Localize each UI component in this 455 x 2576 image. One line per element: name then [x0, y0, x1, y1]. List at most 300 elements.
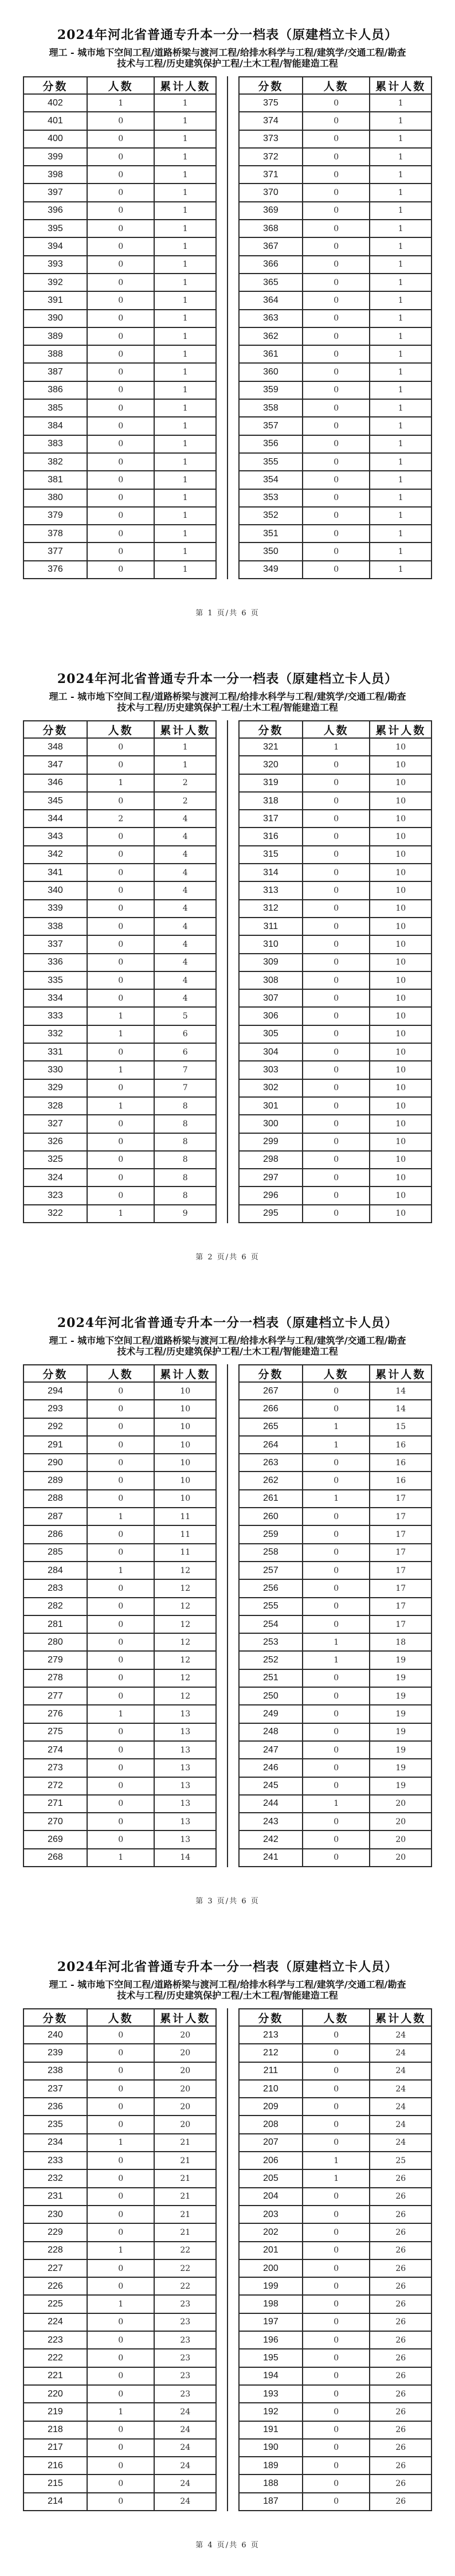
count-cell: 0 [87, 1400, 155, 1418]
cumulative-cell: 21 [154, 2134, 216, 2152]
cumulative-cell: 1 [370, 471, 432, 489]
cumulative-cell: 10 [154, 1454, 216, 1472]
cumulative-cell: 21 [154, 2169, 216, 2187]
cumulative-cell: 26 [370, 2223, 432, 2241]
score-cell: 226 [23, 2277, 87, 2295]
cumulative-cell: 24 [370, 2026, 432, 2044]
table-row [239, 471, 432, 489]
count-cell: 0 [303, 542, 370, 560]
score-cell: 212 [239, 2044, 303, 2062]
count-cell: 0 [87, 112, 155, 130]
cumulative-cell: 24 [370, 2080, 432, 2098]
count-cell: 0 [303, 1830, 370, 1848]
cumulative-cell: 1 [154, 381, 216, 399]
score-cell: 320 [239, 756, 303, 774]
cumulative-cell: 10 [154, 1400, 216, 1418]
table-row [23, 2188, 216, 2206]
count-cell: 0 [303, 881, 370, 899]
count-cell: 0 [303, 1759, 370, 1777]
cumulative-cell: 11 [154, 1544, 216, 1562]
score-table-left [23, 2008, 217, 2511]
column-header-cumulative: 累计人数 [370, 1365, 432, 1382]
table-row [23, 2457, 216, 2474]
cumulative-cell: 1 [370, 148, 432, 166]
score-cell: 303 [239, 1061, 303, 1079]
cumulative-cell: 10 [154, 1436, 216, 1454]
cumulative-cell: 17 [370, 1508, 432, 1525]
document-page-2 [0, 644, 455, 1288]
score-cell: 239 [23, 2044, 87, 2062]
cumulative-cell: 18 [370, 1633, 432, 1651]
table-row [239, 1687, 432, 1705]
count-cell: 0 [87, 363, 155, 381]
table-row [23, 738, 216, 756]
count-cell: 0 [87, 1813, 155, 1830]
cumulative-cell: 24 [154, 2457, 216, 2474]
score-cell: 383 [23, 435, 87, 453]
table-row [23, 1741, 216, 1759]
count-cell: 1 [87, 1061, 155, 1079]
score-cell: 214 [23, 2493, 87, 2511]
score-cell: 282 [23, 1598, 87, 1615]
score-cell: 289 [23, 1472, 87, 1489]
cumulative-cell: 1 [154, 756, 216, 774]
cumulative-cell: 4 [154, 954, 216, 971]
score-cell: 245 [239, 1777, 303, 1795]
cumulative-cell: 1 [370, 399, 432, 417]
score-cell: 299 [239, 1133, 303, 1151]
score-cell: 306 [239, 1007, 303, 1025]
cumulative-cell: 1 [370, 220, 432, 237]
table-row [23, 525, 216, 542]
table-row [23, 1205, 216, 1223]
table-row [23, 1525, 216, 1543]
score-cell: 335 [23, 971, 87, 989]
table-row [23, 1400, 216, 1418]
cumulative-cell: 25 [370, 2152, 432, 2169]
score-cell: 242 [239, 1830, 303, 1848]
count-cell: 0 [87, 935, 155, 953]
count-cell: 0 [87, 2080, 155, 2098]
table-row [23, 1687, 216, 1705]
cumulative-cell: 10 [370, 828, 432, 845]
score-cell: 307 [239, 989, 303, 1007]
cumulative-cell: 10 [370, 1061, 432, 1079]
table-row [239, 774, 432, 792]
cumulative-cell: 10 [370, 810, 432, 828]
cumulative-cell: 24 [370, 2116, 432, 2133]
cumulative-cell: 5 [154, 1007, 216, 1025]
count-cell: 0 [87, 2474, 155, 2492]
cumulative-cell: 21 [154, 2223, 216, 2241]
cumulative-cell: 20 [154, 2044, 216, 2062]
table-body [239, 94, 432, 579]
score-cell: 347 [23, 756, 87, 774]
count-cell: 0 [303, 2188, 370, 2206]
count-cell: 0 [87, 1382, 155, 1400]
cumulative-cell: 1 [370, 435, 432, 453]
table-row [23, 1759, 216, 1777]
count-cell: 0 [303, 417, 370, 435]
count-cell: 0 [303, 2385, 370, 2403]
count-cell: 1 [87, 1508, 155, 1525]
score-cell: 342 [23, 846, 87, 864]
table-row [239, 1759, 432, 1777]
cumulative-cell: 26 [370, 2206, 432, 2223]
table-row [23, 1169, 216, 1186]
score-cell: 238 [23, 2062, 87, 2080]
score-cell: 273 [23, 1759, 87, 1777]
page-subtitle [0, 691, 455, 713]
count-cell: 1 [87, 2295, 155, 2313]
table-row [23, 1186, 216, 1204]
cumulative-cell: 26 [370, 2313, 432, 2331]
score-cell: 401 [23, 112, 87, 130]
count-cell: 1 [87, 2134, 155, 2152]
table-row [239, 1579, 432, 1597]
score-cell: 381 [23, 471, 87, 489]
score-cell: 275 [23, 1723, 87, 1741]
cumulative-cell: 1 [154, 453, 216, 471]
score-cell: 308 [239, 971, 303, 989]
score-cell: 196 [239, 2331, 303, 2349]
score-cell: 380 [23, 489, 87, 507]
score-cell: 399 [23, 148, 87, 166]
score-cell: 312 [239, 900, 303, 918]
count-cell: 0 [87, 2188, 155, 2206]
score-cell: 272 [23, 1777, 87, 1795]
table-row [23, 774, 216, 792]
score-table-right [238, 2008, 432, 2511]
table-row [23, 2116, 216, 2133]
table-row [23, 2062, 216, 2080]
count-cell: 0 [87, 166, 155, 184]
cumulative-cell: 24 [370, 2062, 432, 2080]
table-row [239, 542, 432, 560]
score-cell: 285 [23, 1544, 87, 1562]
count-cell: 0 [87, 2313, 155, 2331]
table-row [239, 1097, 432, 1115]
table-row [23, 2080, 216, 2098]
table-row [239, 2169, 432, 2187]
column-header-count: 人数 [87, 2009, 155, 2026]
table-row [239, 2098, 432, 2116]
page-number: 第 4 页/共 6 页 [195, 2541, 260, 2550]
table-row [239, 453, 432, 471]
cumulative-cell: 8 [154, 1151, 216, 1169]
table-row [239, 1544, 432, 1562]
count-cell: 1 [87, 2403, 155, 2421]
cumulative-cell: 1 [370, 130, 432, 148]
score-cell: 300 [239, 1115, 303, 1133]
cumulative-cell: 8 [154, 1133, 216, 1151]
count-cell: 0 [87, 310, 155, 327]
cumulative-cell: 21 [154, 2188, 216, 2206]
table-row [239, 2493, 432, 2511]
count-cell: 0 [303, 2116, 370, 2133]
cumulative-cell: 10 [370, 900, 432, 918]
cumulative-cell: 22 [154, 2259, 216, 2277]
table-row [239, 1813, 432, 1830]
table-row [23, 399, 216, 417]
table-row [23, 363, 216, 381]
count-cell: 0 [87, 2169, 155, 2187]
table-row [239, 2367, 432, 2385]
count-cell: 0 [87, 453, 155, 471]
score-cell: 298 [239, 1151, 303, 1169]
score-cell: 249 [239, 1705, 303, 1723]
cumulative-cell: 12 [154, 1669, 216, 1687]
cumulative-cell: 10 [370, 846, 432, 864]
count-cell: 0 [87, 1079, 155, 1097]
page-title: 2024年河北省普通专升本一分一档表（原建档立卡人员） [57, 1316, 398, 1330]
count-cell: 0 [303, 2098, 370, 2116]
score-cell: 189 [239, 2457, 303, 2474]
score-cell: 194 [239, 2367, 303, 2385]
table-row [239, 148, 432, 166]
cumulative-cell: 7 [154, 1061, 216, 1079]
cumulative-cell: 24 [370, 2044, 432, 2062]
count-cell: 0 [87, 1741, 155, 1759]
subtitle-line-1: 理工 - 城市地下空间工程/道路桥梁与渡河工程/给排水科学与工程/建筑学/交通工程/勘查 [49, 691, 406, 702]
count-cell: 0 [303, 220, 370, 237]
table-row [239, 2421, 432, 2439]
count-cell: 0 [303, 2474, 370, 2492]
cumulative-cell: 10 [370, 918, 432, 935]
count-cell: 0 [303, 507, 370, 525]
cumulative-cell: 1 [154, 417, 216, 435]
table-row [23, 166, 216, 184]
count-cell: 1 [303, 738, 370, 756]
count-cell: 0 [303, 525, 370, 542]
count-cell: 0 [87, 1436, 155, 1454]
score-cell: 204 [239, 2188, 303, 2206]
count-cell: 0 [87, 130, 155, 148]
table-row [23, 989, 216, 1007]
score-cell: 384 [23, 417, 87, 435]
count-cell: 0 [303, 1687, 370, 1705]
score-cell: 263 [239, 1454, 303, 1472]
cumulative-cell: 1 [370, 310, 432, 327]
cumulative-cell: 26 [370, 2349, 432, 2367]
score-cell: 286 [23, 1525, 87, 1543]
cumulative-cell: 1 [154, 435, 216, 453]
score-cell: 332 [23, 1025, 87, 1043]
score-cell: 363 [239, 310, 303, 327]
table-row [23, 2026, 216, 2044]
score-cell: 279 [23, 1651, 87, 1669]
column-header-score: 分数 [239, 721, 303, 738]
cumulative-cell: 1 [154, 489, 216, 507]
score-cell: 208 [239, 2116, 303, 2133]
document-page-1 [0, 0, 455, 644]
score-cell: 223 [23, 2331, 87, 2349]
cumulative-cell: 4 [154, 935, 216, 953]
cumulative-cell: 10 [370, 864, 432, 881]
score-cell: 209 [239, 2098, 303, 2116]
count-cell: 0 [303, 2026, 370, 2044]
score-table-left [23, 76, 217, 579]
table-row [23, 345, 216, 363]
score-cell: 305 [239, 1025, 303, 1043]
page-subtitle [0, 47, 455, 69]
score-cell: 277 [23, 1687, 87, 1705]
cumulative-cell: 10 [370, 1007, 432, 1025]
table-row [23, 2295, 216, 2313]
score-cell: 351 [239, 525, 303, 542]
column-header-cumulative: 累计人数 [370, 721, 432, 738]
count-cell: 0 [87, 2098, 155, 2116]
count-cell: 0 [87, 2152, 155, 2169]
table-row [23, 756, 216, 774]
cumulative-cell: 4 [154, 864, 216, 881]
count-cell: 0 [303, 828, 370, 845]
table-row [23, 1382, 216, 1400]
table-row [23, 2367, 216, 2385]
cumulative-cell: 22 [154, 2277, 216, 2295]
count-cell: 1 [87, 774, 155, 792]
count-cell: 0 [303, 1669, 370, 1687]
cumulative-cell: 26 [370, 2331, 432, 2349]
cumulative-cell: 12 [154, 1562, 216, 1579]
cumulative-cell: 1 [154, 184, 216, 201]
table-row [239, 489, 432, 507]
count-cell: 0 [87, 256, 155, 274]
subtitle-line-2: 技术与工程/历史建筑保护工程/土木工程/智能建造工程 [117, 1990, 338, 2001]
table-row [239, 237, 432, 255]
score-table-right [238, 1364, 432, 1867]
table-row [23, 1669, 216, 1687]
table-row [239, 435, 432, 453]
header-row [23, 2009, 216, 2026]
cumulative-cell: 12 [154, 1633, 216, 1651]
cumulative-cell: 4 [154, 918, 216, 935]
cumulative-cell: 1 [154, 738, 216, 756]
cumulative-cell: 1 [154, 327, 216, 345]
table-row [23, 881, 216, 899]
table-row [23, 202, 216, 220]
table-row [239, 2206, 432, 2223]
count-cell: 0 [87, 1490, 155, 1508]
count-cell: 0 [303, 1849, 370, 1867]
cumulative-cell: 19 [370, 1759, 432, 1777]
count-cell: 0 [303, 1525, 370, 1543]
count-cell: 0 [87, 1669, 155, 1687]
page-number: 第 1 页/共 6 页 [195, 609, 260, 618]
table-row [23, 1472, 216, 1489]
cumulative-cell: 26 [370, 2457, 432, 2474]
cumulative-cell: 22 [154, 2242, 216, 2259]
score-cell: 313 [239, 881, 303, 899]
score-cell: 191 [239, 2421, 303, 2439]
cumulative-cell: 1 [370, 381, 432, 399]
score-cell: 262 [239, 1472, 303, 1489]
column-header-cumulative: 累计人数 [154, 2009, 216, 2026]
cumulative-cell: 10 [370, 935, 432, 953]
count-cell: 0 [303, 291, 370, 309]
count-cell: 0 [87, 1133, 155, 1151]
count-cell: 1 [87, 1205, 155, 1223]
page-title: 2024年河北省普通专升本一分一档表（原建档立卡人员） [57, 672, 398, 686]
score-cell: 234 [23, 2134, 87, 2152]
count-cell: 0 [87, 1830, 155, 1848]
score-cell: 315 [239, 846, 303, 864]
score-cell: 217 [23, 2439, 87, 2457]
count-cell: 1 [87, 1849, 155, 1867]
cumulative-cell: 26 [370, 2367, 432, 2385]
table-row [239, 1830, 432, 1848]
table-row [239, 2385, 432, 2403]
page-title: 2024年河北省普通专升本一分一档表（原建档立卡人员） [57, 1960, 398, 1974]
score-cell: 287 [23, 1508, 87, 1525]
table-row [239, 1382, 432, 1400]
score-cell: 195 [239, 2349, 303, 2367]
count-cell: 0 [87, 1598, 155, 1615]
table-row [239, 1741, 432, 1759]
count-cell: 0 [87, 2277, 155, 2295]
count-cell: 0 [303, 864, 370, 881]
score-cell: 271 [23, 1795, 87, 1813]
score-cell: 377 [23, 542, 87, 560]
count-cell: 0 [303, 1454, 370, 1472]
table-row [23, 2206, 216, 2223]
table-row [239, 1400, 432, 1418]
count-cell: 0 [87, 881, 155, 899]
cumulative-cell: 23 [154, 2367, 216, 2385]
count-cell: 0 [303, 561, 370, 579]
table-row [239, 1795, 432, 1813]
cumulative-cell: 16 [370, 1472, 432, 1489]
count-cell: 0 [303, 471, 370, 489]
score-cell: 362 [239, 327, 303, 345]
cumulative-cell: 11 [154, 1525, 216, 1543]
score-cell: 200 [239, 2259, 303, 2277]
cumulative-cell: 15 [370, 1418, 432, 1436]
cumulative-cell: 1 [370, 291, 432, 309]
score-cell: 250 [239, 1687, 303, 1705]
count-cell: 0 [303, 918, 370, 935]
table-row [23, 935, 216, 953]
count-cell: 0 [303, 1079, 370, 1097]
table-row [239, 166, 432, 184]
column-header-score: 分数 [239, 1365, 303, 1382]
table-row [23, 256, 216, 274]
table-row [239, 291, 432, 309]
score-cell: 310 [239, 935, 303, 953]
cumulative-cell: 26 [370, 2421, 432, 2439]
score-cell: 327 [23, 1115, 87, 1133]
cumulative-cell: 26 [370, 2277, 432, 2295]
cumulative-cell: 12 [154, 1598, 216, 1615]
score-cell: 257 [239, 1562, 303, 1579]
cumulative-cell: 13 [154, 1705, 216, 1723]
count-cell: 1 [87, 2242, 155, 2259]
cumulative-cell: 1 [370, 453, 432, 471]
cumulative-cell: 11 [154, 1508, 216, 1525]
score-cell: 357 [239, 417, 303, 435]
score-cell: 341 [23, 864, 87, 881]
column-header-count: 人数 [303, 77, 370, 94]
count-cell: 0 [87, 1777, 155, 1795]
cumulative-cell: 17 [370, 1598, 432, 1615]
cumulative-cell: 10 [370, 989, 432, 1007]
score-table-right [238, 720, 432, 1223]
table-row [239, 1205, 432, 1223]
score-cell: 265 [239, 1418, 303, 1436]
table-row [239, 256, 432, 274]
count-cell: 0 [303, 1061, 370, 1079]
table-row [23, 2331, 216, 2349]
